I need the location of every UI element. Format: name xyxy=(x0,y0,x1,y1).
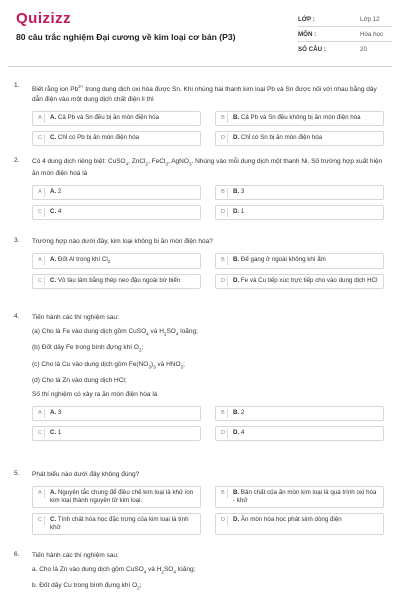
meta-table xyxy=(298,12,392,57)
question-6 xyxy=(14,551,384,594)
question-text: Trường hợp nào dưới đây, kim loại không bị ăn mòn điện hóa? xyxy=(32,238,213,245)
options xyxy=(32,253,384,289)
option-text: D. Ăn mòn hóa học phát sinh dòng điện xyxy=(233,516,342,523)
question-line: (a) Cho lá Fe vào dung dịch gồm CuSO$_4$ và $H_2SO_4$ loãng; xyxy=(32,328,198,337)
option-d[interactable] xyxy=(215,426,384,441)
option-text: A. 2 xyxy=(50,188,62,196)
option-b[interactable] xyxy=(215,111,384,126)
meta-key: MÔN : xyxy=(298,30,317,38)
page-header xyxy=(0,0,400,66)
question-number: 4. xyxy=(14,313,20,320)
option-c[interactable] xyxy=(32,513,201,535)
question-number: 1. xyxy=(14,82,20,89)
option-letter: D xyxy=(219,429,228,438)
option-text: C. 1 xyxy=(50,428,62,436)
question-number: 6. xyxy=(14,551,20,558)
question-line: a. Cho lá Zn vào dung dịch gồm CuSO$_4$ và $H_2SO_4$ loãng; xyxy=(32,566,196,575)
option-letter: B xyxy=(219,409,228,418)
option-letter: A xyxy=(36,188,45,197)
option-a[interactable] xyxy=(32,111,201,126)
option-text: B. 2 xyxy=(233,408,245,416)
option-c[interactable] xyxy=(32,426,201,441)
question-number: 5. xyxy=(14,470,20,477)
option-letter: D xyxy=(219,134,228,143)
question-text: Phát biểu nào dưới đây không đúng? xyxy=(32,471,140,478)
option-text: B. Bản chất của ăn mòn kim loại là quá trình oxi hóa - khử xyxy=(233,489,377,504)
option-text: C. Chỉ có Pb bị ăn mòn điện hóa xyxy=(50,134,140,142)
option-letter: D xyxy=(219,208,228,217)
option-letter: C xyxy=(36,208,45,217)
question-line: Số thí nghiệm có xảy ra ăn mòn điện hóa là xyxy=(32,390,158,398)
options xyxy=(32,111,384,146)
option-text: A. Cả Pb và Sn đều bị ăn mòn điện hóa xyxy=(50,114,160,122)
option-d[interactable] xyxy=(215,513,384,535)
option-c[interactable] xyxy=(32,131,201,146)
option-letter: A xyxy=(36,256,45,265)
option-letter: C xyxy=(36,277,45,286)
question-1 xyxy=(14,82,384,146)
question-text: Tiến hành các thí nghiệm sau: xyxy=(32,314,119,321)
document-title: 80 câu trắc nghiệm Đại cương về kim loại cơ bản (P3) xyxy=(16,32,236,42)
question-line: b. Đốt dây Cu trong bình đựng khí $O_2$; xyxy=(32,582,142,591)
question-5 xyxy=(14,470,384,535)
option-letter: C xyxy=(36,429,45,438)
meta-value: 20 xyxy=(360,46,367,53)
option-a[interactable] xyxy=(32,185,201,200)
option-letter: A xyxy=(36,114,45,123)
quizizz-logo: Quizizz xyxy=(16,10,72,27)
option-letter: B xyxy=(219,489,228,498)
meta-row-count xyxy=(298,42,392,57)
option-letter: B xyxy=(219,188,228,197)
question-line: (b) Đốt dây Fe trong bình đựng khí $O_2$; xyxy=(32,344,144,353)
option-text: A. Đốt Al trong khí $Cl_2$ xyxy=(50,256,111,265)
option-text: D. Fe và Cu tiếp xúc trực tiếp cho vào dung dịch HCl xyxy=(233,277,378,285)
option-letter: D xyxy=(219,516,228,525)
option-letter: B xyxy=(219,114,228,123)
meta-value: Lớp 12 xyxy=(360,15,380,23)
option-text: B. Cả Pb và Sn đều không bị ăn mòn điện hóa xyxy=(233,114,361,122)
option-letter: B xyxy=(219,256,228,265)
question-line: (d) Cho lá Zn vào dung dịch HCl; xyxy=(32,376,127,384)
option-b[interactable] xyxy=(215,486,384,508)
header-divider xyxy=(8,66,392,67)
option-letter: A xyxy=(36,489,45,498)
question-2 xyxy=(14,157,384,220)
option-d[interactable] xyxy=(215,131,384,146)
option-letter: D xyxy=(219,277,228,286)
option-text: B. 3 xyxy=(233,188,245,196)
option-text: D. 4 xyxy=(233,428,245,436)
option-text: B. Để gang ở ngoài không khí ẩm xyxy=(233,256,326,263)
question-4 xyxy=(14,313,384,441)
meta-key: LỚP : xyxy=(298,15,315,23)
option-text: A. Nguyên tắc chung để điều chế kim loại là khử ion kim loại thành nguyên tử kim loại. xyxy=(50,489,194,504)
question-3 xyxy=(14,237,384,289)
option-a[interactable] xyxy=(32,406,201,421)
question-line: (c) Cho lá Cu vào dung dịch gồm $Fe(NO_3)_3$ và $HNO_3$; xyxy=(32,360,185,369)
option-b[interactable] xyxy=(215,406,384,421)
option-letter: C xyxy=(36,134,45,143)
option-letter: A xyxy=(36,409,45,418)
option-a[interactable] xyxy=(32,486,201,508)
option-c[interactable] xyxy=(32,274,201,289)
option-letter: C xyxy=(36,516,45,525)
option-text: A. 3 xyxy=(50,408,62,416)
meta-row-class xyxy=(298,12,392,27)
option-text: C. Tính chất hóa học đặc trưng của kim loại là tính khử xyxy=(50,516,189,531)
option-b[interactable] xyxy=(215,185,384,200)
option-d[interactable] xyxy=(215,274,384,289)
options xyxy=(32,406,384,441)
option-text: D. Chỉ có Sn bị ăn mòn điện hóa xyxy=(233,134,323,142)
question-text: Có 4 dung dịch riêng biệt: CuSO$_4$, ZnCl$_2$, FeCl$_3$, AgNO$_3$. Nhúng vào mỗi dung dịch một thanh Ni. Số trường hợp xuất hiện ăn mòn điện hoá là xyxy=(32,158,383,178)
option-text: C. 4 xyxy=(50,208,62,216)
question-number: 3. xyxy=(14,237,20,244)
question-text: Biết rằng ion $Pb^{2+}$ trong dung dịch oxi hóa được Sn. Khi nhúng hai thanh kim loại Pb và Sn được nối với nhau bằng dây dẫn điện vào một dung dịch chất điện li thì xyxy=(32,84,377,104)
option-d[interactable] xyxy=(215,205,384,220)
option-b[interactable] xyxy=(215,253,384,269)
option-c[interactable] xyxy=(32,205,201,220)
meta-value: Hóa học xyxy=(360,30,384,38)
meta-row-subject xyxy=(298,27,392,42)
options xyxy=(32,486,384,535)
options xyxy=(32,185,384,220)
option-text: C. Vỏ tàu làm bằng thép neo đậu ngoài bờ biển xyxy=(50,277,181,285)
option-text: D. 1 xyxy=(233,208,245,216)
question-text: Tiến hành các thí nghiệm sau: xyxy=(32,552,119,559)
option-a[interactable] xyxy=(32,253,201,269)
question-number: 2. xyxy=(14,157,20,164)
meta-key: SỐ CÂU : xyxy=(298,46,326,53)
